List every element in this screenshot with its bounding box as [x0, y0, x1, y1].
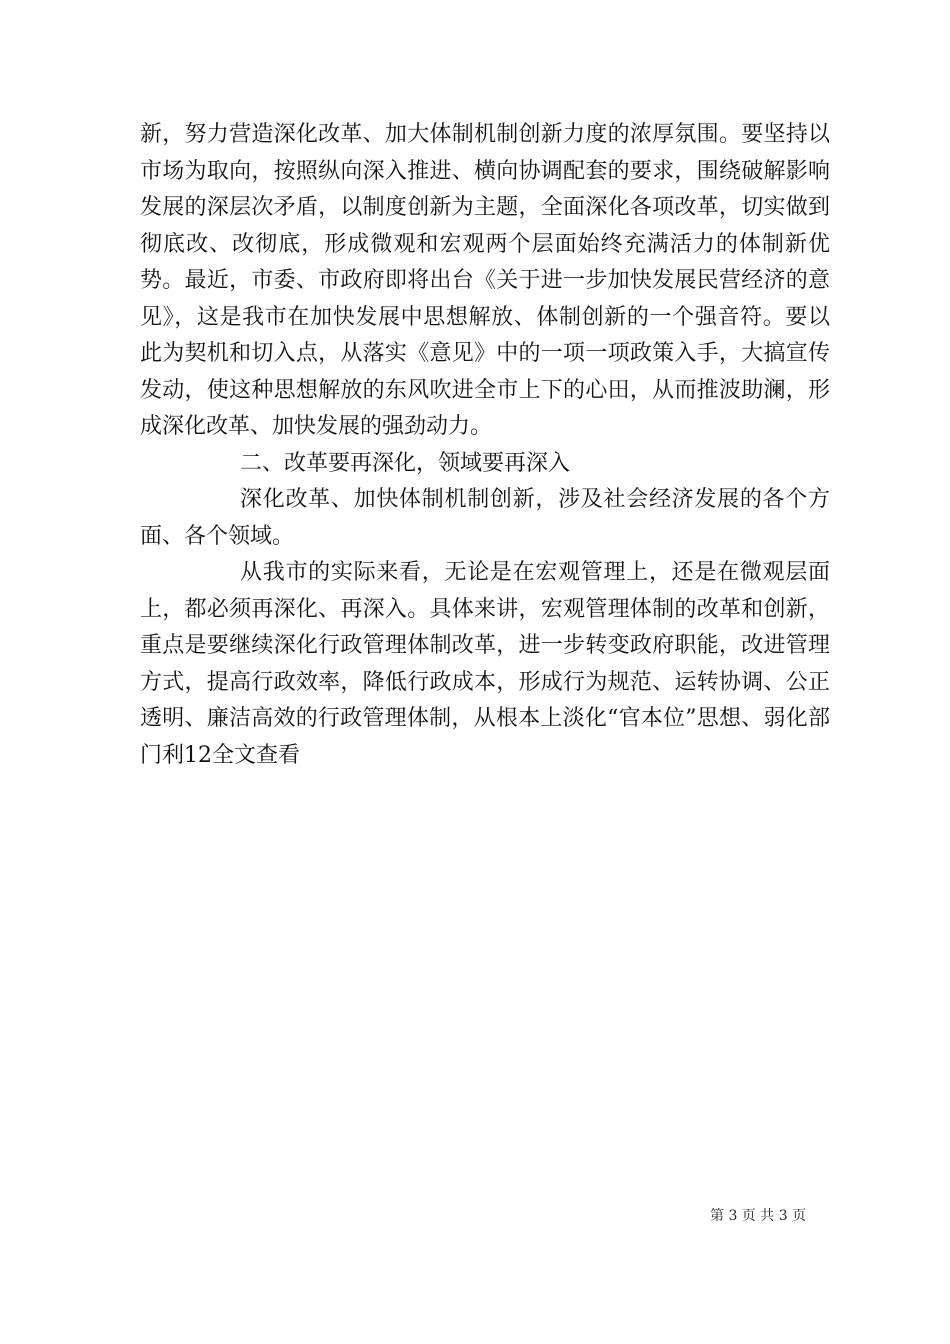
page-number-footer: 第 3 页 共 3 页	[710, 1208, 807, 1224]
paragraph-intro: 深化改革、加快体制机制创新，涉及社会经济发展的各个方面、各个领域。	[140, 487, 830, 549]
document-body	[140, 117, 830, 774]
section-heading: 二、改革要再深化，领域要再深入	[240, 450, 571, 476]
paragraph-continuation: 新，努力营造深化改革、加大体制机制创新力度的浓厚氛围。要坚持以市场为取向，按照纵向深入推进、横向协调配套的要求，围绕破解影响发展的深层次矛盾，以制度创新为主题，全面深化各项改革，切实做到彻底改、改彻底，形成微观和宏观两个层面始终充满活力的体制新优势。最近，市委、市政府即将出台《关于进一步加快发展民营经济的意见》，这是我市在加快发展中思想解放、体制创新的一个强音符。要以此为契机和切入点，从落实《意见》中的一项一项政策入手，大搞宣传发动，使这种思想解放的东风吹进全市上下的心田，从而推波助澜，形成深化改革、加快发展的强劲动力。	[140, 122, 830, 439]
paragraph-detail: 从我市的实际来看，无论是在宏观管理上，还是在微观层面上，都必须再深化、再深入。具体来讲，宏观管理体制的改革和创新，重点是要继续深化行政管理体制改革，进一步转变政府职能，改进管理方式，提高行政效率，降低行政成本，形成行为规范、运转协调、公正透明、廉洁高效的行政管理体制，从根本上淡化“官本位”思想、弱化部门利12全文查看	[140, 560, 830, 768]
